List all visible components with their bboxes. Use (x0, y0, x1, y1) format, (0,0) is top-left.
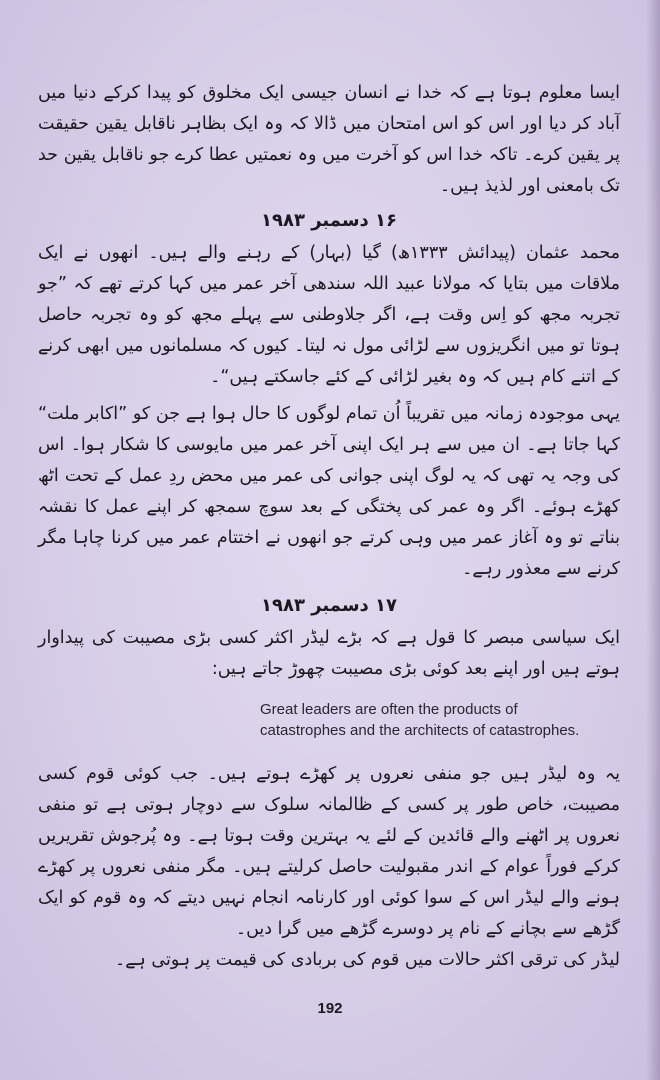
page-number: 192 (317, 1000, 343, 1017)
english-quote (260, 699, 620, 741)
date-heading-2: ۱۷ دسمبر ۱۹۸۳ (260, 595, 398, 616)
spine-shadow (646, 0, 660, 1080)
paragraph-6: لیڈر کی ترقی اکثر حالات میں قوم کی بربادی کی قیمت پر ہوتی ہے۔ (115, 950, 620, 970)
paragraph-4: ایک سیاسی مبصر کا قول ہے کہ بڑے لیڈر اکثر کسی بڑی مصیبت کی پیداوار ہوتے ہیں اور اپنے بعد کوئی بڑی مصیبت چھوڑ جاتے ہیں: (38, 628, 620, 679)
page-body (38, 78, 620, 976)
quote-line-2: catastrophes and the architects of catastrophes. (260, 722, 580, 739)
paragraph-1: ایسا معلوم ہوتا ہے کہ خدا نے انسان جیسی ایک مخلوق کو پیدا کرکے دنیا میں آباد کر دیا اور اس کو اس امتحان میں ڈالا کہ وہ ایک بظاہر ناقابل یقین حقیقت پر یقین کرے۔ تاکہ خدا اس کو آخرت میں وہ نعمتیں عطا کرے جو ناقابل یقین حد تک بامعنی اور لذیذ ہیں۔ (38, 83, 620, 196)
date-heading-1: ۱۶ دسمبر ۱۹۸۳ (260, 210, 398, 231)
paragraph-3: یہی موجودہ زمانہ میں تقریباً اُن تمام لوگوں کا حال ہوا ہے جن کو ”اکابر ملت“ کہا جاتا ہے۔ ان میں سے ہر ایک اپنی آخر عمر میں مایوسی کا شکار ہوا۔ اس کی وجہ یہ تھی کہ یہ لوگ اپنی جوانی کی عمر میں محض ردِ عمل کے تحت اٹھ کھڑے ہوئے۔ اگر وہ عمر کی پختگی کے بعد سوچ سمجھ کر اپنے عمل کا نقشہ بناتے تو وہ آغاز عمر میں وہی کرتے جو انھوں نے اختتام عمر میں کرنا چاہا مگر کرنے سے معذور رہے۔ (38, 404, 620, 579)
paragraph-5: یہ وہ لیڈر ہیں جو منفی نعروں پر کھڑے ہوتے ہیں۔ جب کوئی قوم کسی مصیبت، خاص طور پر کسی کے ظالمانہ سلوک سے دوچار ہوتی ہے تو منفی نعروں پر اٹھنے والے قائدین کے لئے یہ بہترین وقت ہوتا ہے۔ وہ پُرجوش تقریریں کرکے فوراً عوام کے اندر مقبولیت حاصل کرلیتے ہیں۔ مگر منفی نعروں پر کھڑے ہونے والے لیڈر اس کے سوا کوئی اور کارنامہ انجام نہیں دیتے کہ وہ قوم کو ایک گڑھے سے بچانے کے نام پر دوسرے گڑھے میں گرا دیں۔ (38, 764, 620, 939)
quote-line-1: Great leaders are often the products of (260, 701, 518, 718)
paragraph-2: محمد عثمان (پیدائش ۱۳۳۳ھ) گیا (بہار) کے رہنے والے ہیں۔ انھوں نے ایک ملاقات میں بتایا کہ مولانا عبید اللہ سندھی آخر عمر میں کہا کرتے تھے کہ ”جو تجربہ مجھ کو اِس وقت ہے، اگر جلاوطنی سے پہلے مجھ کو وہ تجربہ حاصل ہوتا تو میں انگریزوں سے لڑائی مول نہ لیتا۔ کیوں کہ مسلمانوں میں ابھی کرنے کے اتنے کام ہیں کہ وہ بغیر لڑائی کے کئے جاسکتے ہیں“۔ (38, 243, 620, 387)
